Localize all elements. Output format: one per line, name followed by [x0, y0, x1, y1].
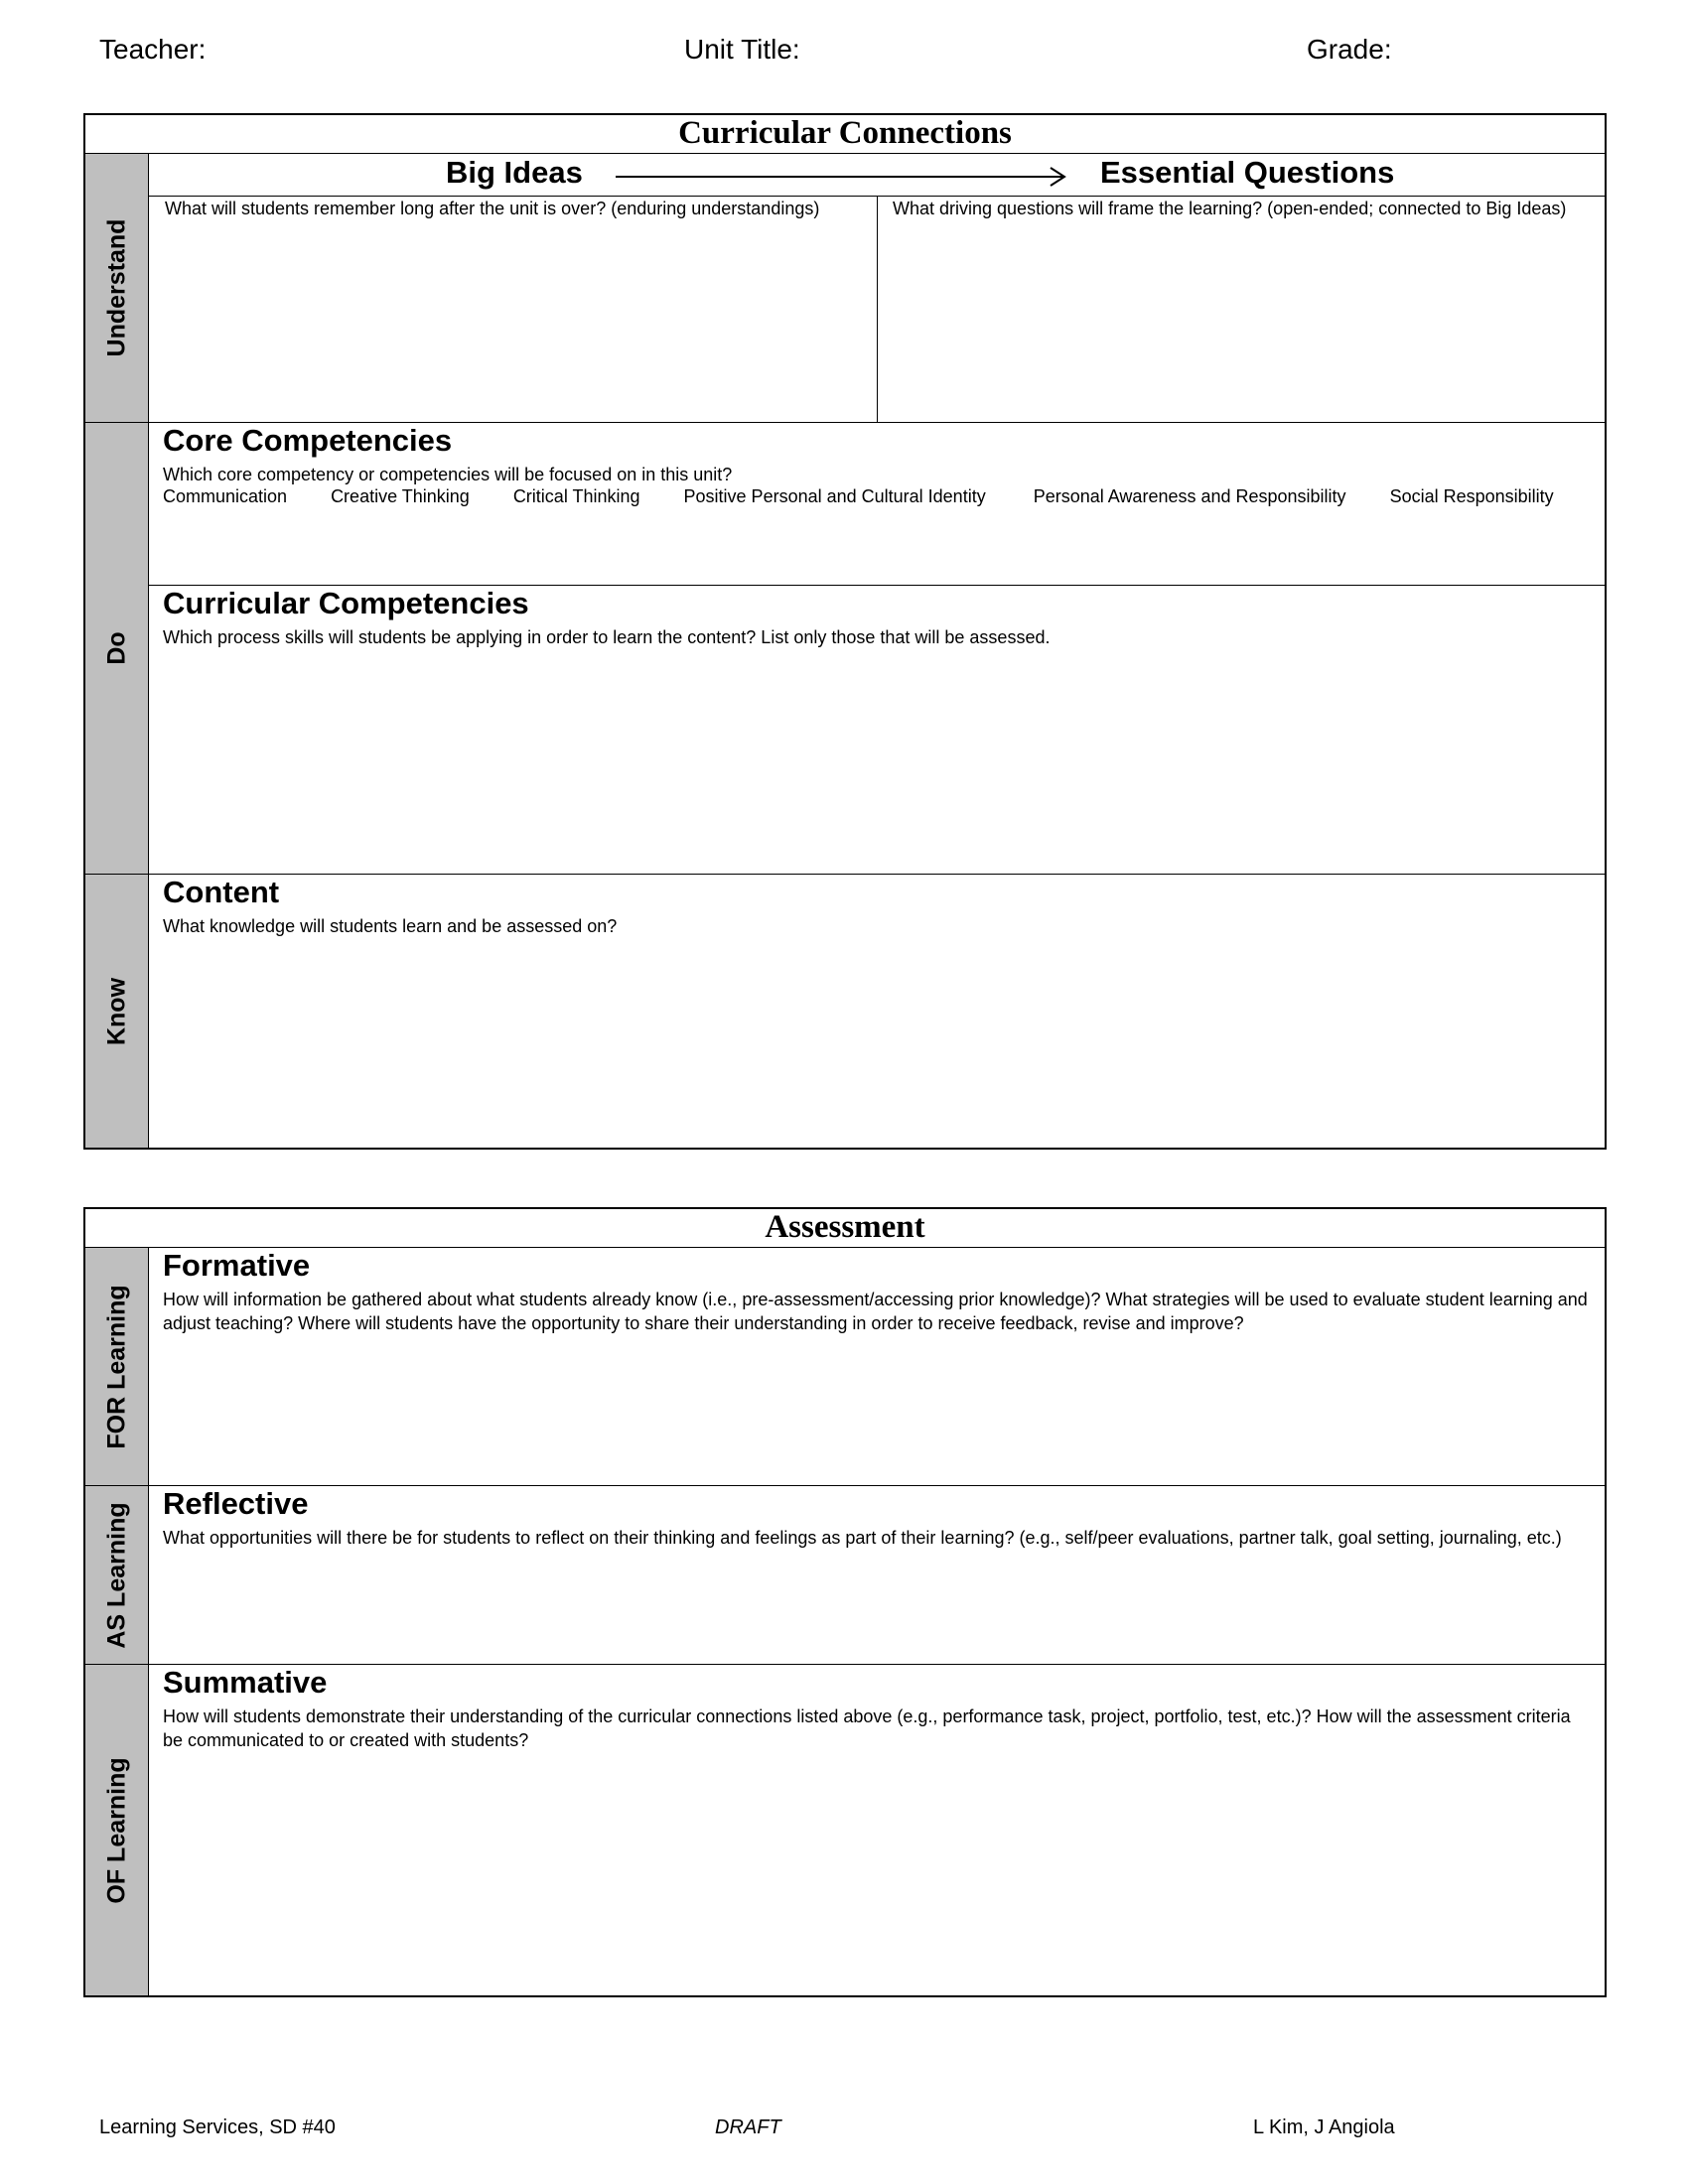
option-communication[interactable]: Communication	[163, 486, 288, 506]
content-section[interactable]	[149, 875, 1607, 1150]
side-label-as-learning-text: AS Learning	[102, 1501, 130, 1649]
arrow-right-icon	[614, 166, 1070, 188]
essential-questions-prompt: What driving questions will frame the learning? (open-ended; connected to Big Ideas)	[893, 199, 1567, 218]
summative-prompt: How will students demonstrate their understanding of the curricular connections listed above (e.g., performance task, project, portfolio, test, etc.)? How will the assessment criteria be communicated to or created with students?	[163, 1706, 1571, 1750]
side-label-know-text: Know	[102, 977, 130, 1045]
side-label-as-learning	[83, 1486, 149, 1665]
curricular-connections-title	[83, 113, 1607, 154]
core-competencies-heading: Core Competencies	[163, 423, 453, 458]
grade-label: Grade:	[1307, 34, 1392, 65]
curricular-competencies-prompt: Which process skills will students be applying in order to learn the content? List only those that will be assessed.	[163, 627, 1051, 647]
side-label-know	[83, 875, 149, 1150]
option-social-responsibility[interactable]: Social Responsibility	[1389, 486, 1554, 506]
side-label-of-learning-text: OF Learning	[102, 1756, 130, 1904]
option-creative-thinking[interactable]: Creative Thinking	[331, 486, 470, 506]
side-label-do	[83, 423, 149, 875]
assessment-title-text: Assessment	[765, 1209, 925, 1245]
option-personal-awareness-responsibility[interactable]: Personal Awareness and Responsibility	[1033, 486, 1346, 506]
summative-heading: Summative	[163, 1665, 328, 1700]
option-critical-thinking[interactable]: Critical Thinking	[512, 486, 640, 506]
reflective-prompt: What opportunities will there be for students to reflect on their thinking and feelings as part of their learning? (e.g., self/peer evaluations, partner talk, goal setting, journaling, etc.)	[163, 1528, 1562, 1548]
side-label-of-learning	[83, 1665, 149, 1997]
unit-title-label: Unit Title:	[684, 34, 800, 65]
formative-section[interactable]	[149, 1248, 1607, 1486]
column-divider	[877, 196, 878, 423]
essential-questions-heading: Essential Questions	[1100, 155, 1395, 190]
side-label-understand-text: Understand	[102, 218, 130, 357]
side-label-for-learning	[83, 1248, 149, 1486]
formative-prompt: How will information be gathered about what students already know (i.e., pre-assessment/accessing prior knowledge)? What strategies will be used to evaluate student learning and adjust teaching? Where will students have the opportunity to share their understanding in order to receive feedback, revise and improve?	[163, 1290, 1588, 1333]
reflective-heading: Reflective	[163, 1486, 309, 1521]
content-prompt: What knowledge will students learn and be assessed on?	[163, 916, 618, 936]
core-competencies-section	[149, 423, 1607, 586]
side-label-understand	[83, 154, 149, 423]
formative-heading: Formative	[163, 1248, 311, 1283]
big-ideas-section	[149, 154, 1607, 423]
curricular-competencies-section[interactable]	[149, 586, 1607, 875]
side-label-do-text: Do	[102, 631, 130, 665]
big-ideas-heading: Big Ideas	[446, 155, 583, 190]
teacher-label: Teacher:	[99, 34, 207, 65]
footer-authors: L Kim, J Angiola	[1253, 2116, 1395, 2138]
curricular-competencies-heading: Curricular Competencies	[163, 586, 529, 620]
curricular-connections-title-text: Curricular Connections	[678, 115, 1012, 151]
core-competencies-options	[163, 486, 1605, 507]
summative-section[interactable]	[149, 1665, 1607, 1997]
option-positive-personal-cultural-identity[interactable]: Positive Personal and Cultural Identity	[683, 486, 986, 506]
assessment-title	[83, 1207, 1607, 1248]
footer-left: Learning Services, SD #40	[99, 2116, 336, 2138]
footer-draft: DRAFT	[715, 2116, 781, 2138]
reflective-section[interactable]	[149, 1486, 1607, 1665]
content-heading: Content	[163, 875, 280, 909]
core-competencies-prompt: Which core competency or competencies will be focused on in this unit?	[163, 465, 733, 484]
side-label-for-learning-text: FOR Learning	[102, 1284, 130, 1449]
big-ideas-prompt: What will students remember long after the unit is over? (enduring understandings)	[165, 199, 820, 218]
